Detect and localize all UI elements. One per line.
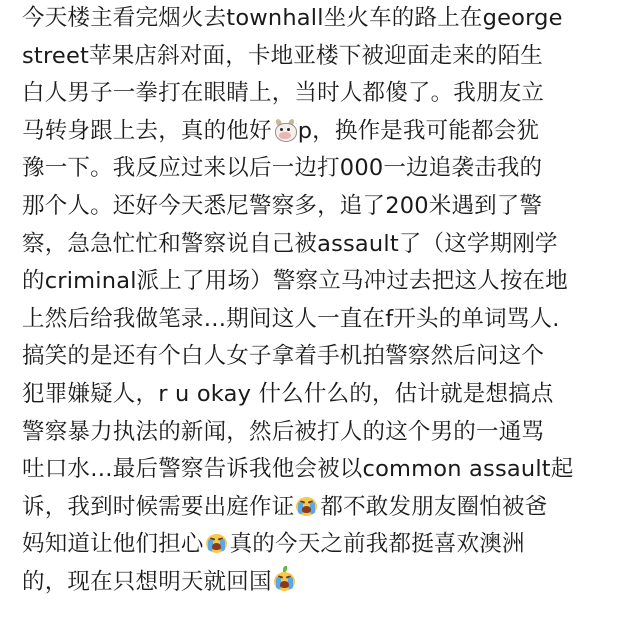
cow-face-icon [273,119,297,141]
post-text: street苹果店斜对面，卡地亚楼下被迎面走来的陌生 [22,42,544,69]
post-text: 的criminal派上了用场）警察立马冲过去把这人按在地 [22,268,568,295]
post-text: 警察暴力执法的新闻，然后被打人的这个男的一通骂 [22,418,545,445]
post-text: 都不敢发朋友圈怕被爸 [320,493,548,520]
post-line [22,0,622,38]
post-text: 豫一下。我反应过来以后一边打000一边追袭击我的 [22,155,543,182]
post-text: 那个人。还好今天悉尼警察多，追了200米遇到了警 [22,192,543,219]
crying-face-icon [273,570,297,592]
post-line [22,414,622,452]
post-text: 妈知道让他们担心 [22,531,204,558]
post-line [22,150,622,188]
post-line [22,113,622,151]
post-text: 的，现在只想明天就回国 [22,568,272,595]
post-line [22,263,622,301]
post-text: 上然后给我做笔录…期间这人一直在f开头的单词骂人. [22,305,560,332]
post-line [22,38,622,76]
post-line [22,451,622,489]
post-text: 吐口水…最后警察告诉我他会被以common assault起 [22,456,574,483]
post-line [22,376,622,414]
post-text: 察，急急忙忙和警察说自己被assault了（这学期刚学 [22,230,558,257]
post-text: 搞笑的是还有个白人女子拿着手机拍警察然后问这个 [22,343,545,370]
post-text: 犯罪嫌疑人，r u okay 什么什么的，估计就是想搞点 [22,380,554,407]
post-text: 真的今天之前我都挺喜欢澳洲 [229,531,525,558]
post-body [22,0,622,602]
post-text: 白人男子一拳打在眼睛上，当时人都傻了。我朋友立 [22,80,545,107]
post-line [22,226,622,264]
post-line [22,564,622,602]
post-line [22,75,622,113]
crying-face-icon [205,532,229,554]
post-line [22,526,622,564]
post-text: 诉，我到时候需要出庭作证 [22,493,295,520]
crying-face-icon [295,495,319,517]
post-line [22,188,622,226]
post-text: 今天楼主看完烟火去townhall坐火车的路上在george [22,5,563,31]
post-line [22,301,622,339]
post-text: p，换作是我可能都会犹 [297,117,540,144]
post-text: 马转身跟上去，真的他好 [22,117,272,144]
post-line [22,338,622,376]
post-line [22,489,622,527]
